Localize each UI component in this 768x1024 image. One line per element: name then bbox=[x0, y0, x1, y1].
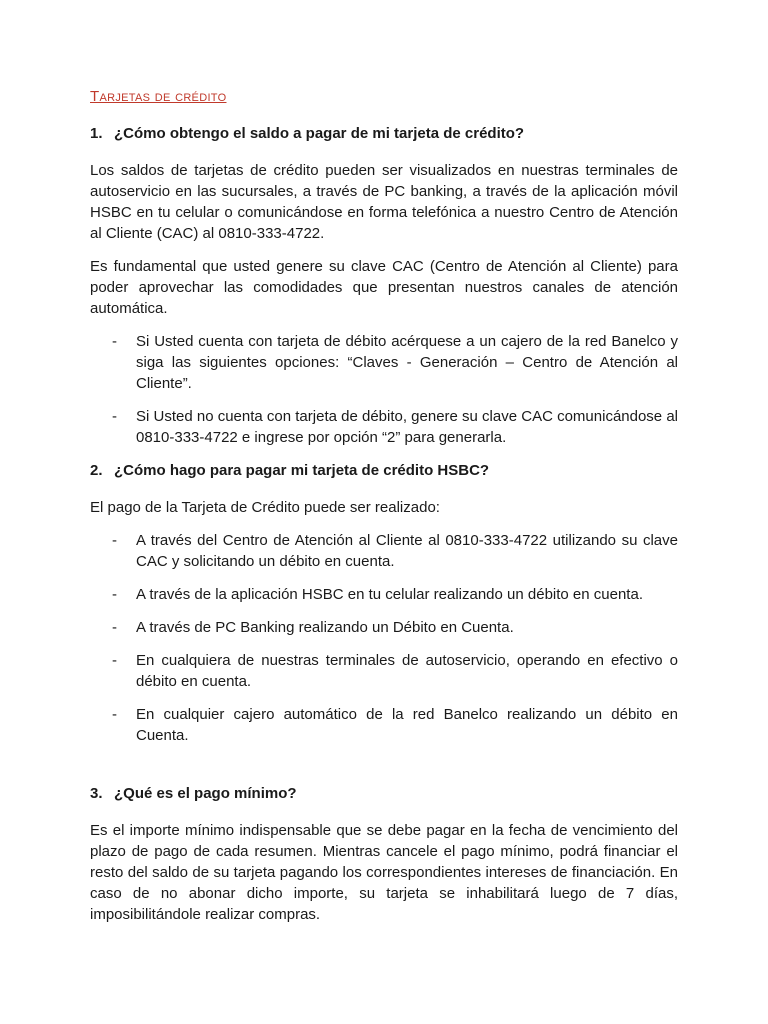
list-item bbox=[90, 584, 678, 605]
q1-paragraph-1: Los saldos de tarjetas de crédito pueden ser visualizados en nuestras terminales de autoservicio en las sucursales, a través de PC banking, a través de la aplicación móvil HSBC en tu celular o comunicándose en forma telefónica a nuestro Centro de Atención al Cliente (CAC) al 0810-333-4722. bbox=[90, 162, 678, 242]
list-item bbox=[90, 650, 678, 692]
question-number: 2. bbox=[90, 462, 103, 479]
question-1 bbox=[90, 123, 678, 144]
list-item-text: Si Usted no cuenta con tarjeta de débito, genere su clave CAC comunicándose al 0810-333-4722 e ingrese por opción “2” para generarla. bbox=[136, 408, 678, 446]
list-item-text: A través de la aplicación HSBC en tu celular realizando un débito en cuenta. bbox=[136, 586, 643, 603]
question-text: ¿Cómo obtengo el saldo a pagar de mi tarjeta de crédito? bbox=[114, 125, 525, 142]
dash-bullet: - bbox=[112, 706, 117, 723]
question-number: 3. bbox=[90, 785, 103, 802]
question-3 bbox=[90, 783, 678, 804]
dash-bullet: - bbox=[112, 652, 117, 669]
spacer bbox=[90, 758, 678, 783]
q3-paragraph: Es el importe mínimo indispensable que se debe pagar en la fecha de vencimiento del plazo de pago de cada resumen. Mientras cancele el pago mínimo, podrá financiar el resto del saldo de su tarjeta pagando los correspondientes intereses de financiación. En caso de no abonar dicho importe, su tarjeta se inhabilitará luego de 7 días, imposibilitándole realizar compras. bbox=[90, 822, 678, 923]
list-item-text: Si Usted cuenta con tarjeta de débito acérquese a un cajero de la red Banelco y siga las siguientes opciones: “Claves - Generación – Centro de Atención al Cliente”. bbox=[136, 333, 678, 392]
question-text: ¿Cómo hago para pagar mi tarjeta de crédito HSBC? bbox=[114, 462, 490, 479]
q1-bullet-list bbox=[90, 331, 678, 448]
q1-paragraph-2: Es fundamental que usted genere su clave CAC (Centro de Atención al Cliente) para poder aprovechar las comodidades que presentan nuestros canales de atención automática. bbox=[90, 258, 678, 317]
list-item bbox=[90, 406, 678, 448]
question-2 bbox=[90, 460, 678, 481]
question-text: ¿Qué es el pago mínimo? bbox=[114, 785, 297, 802]
dash-bullet: - bbox=[112, 333, 117, 350]
list-item-text: A través de PC Banking realizando un Débito en Cuenta. bbox=[136, 619, 514, 636]
dash-bullet: - bbox=[112, 408, 117, 425]
list-item-text: A través del Centro de Atención al Cliente al 0810-333-4722 utilizando su clave CAC y solicitando un débito en cuenta. bbox=[136, 532, 678, 570]
q2-intro: El pago de la Tarjeta de Crédito puede ser realizado: bbox=[90, 499, 440, 516]
question-number: 1. bbox=[90, 125, 103, 142]
list-item bbox=[90, 530, 678, 572]
list-item bbox=[90, 617, 678, 638]
section-title: Tarjetas de crédito bbox=[90, 88, 227, 105]
list-item bbox=[90, 704, 678, 746]
q2-bullet-list bbox=[90, 530, 678, 746]
dash-bullet: - bbox=[112, 619, 117, 636]
list-item bbox=[90, 331, 678, 394]
document-page bbox=[90, 88, 678, 937]
dash-bullet: - bbox=[112, 532, 117, 549]
list-item-text: En cualquier cajero automático de la red Banelco realizando un débito en Cuenta. bbox=[136, 706, 678, 744]
list-item-text: En cualquiera de nuestras terminales de autoservicio, operando en efectivo o débito en cuenta. bbox=[136, 652, 678, 690]
dash-bullet: - bbox=[112, 586, 117, 603]
